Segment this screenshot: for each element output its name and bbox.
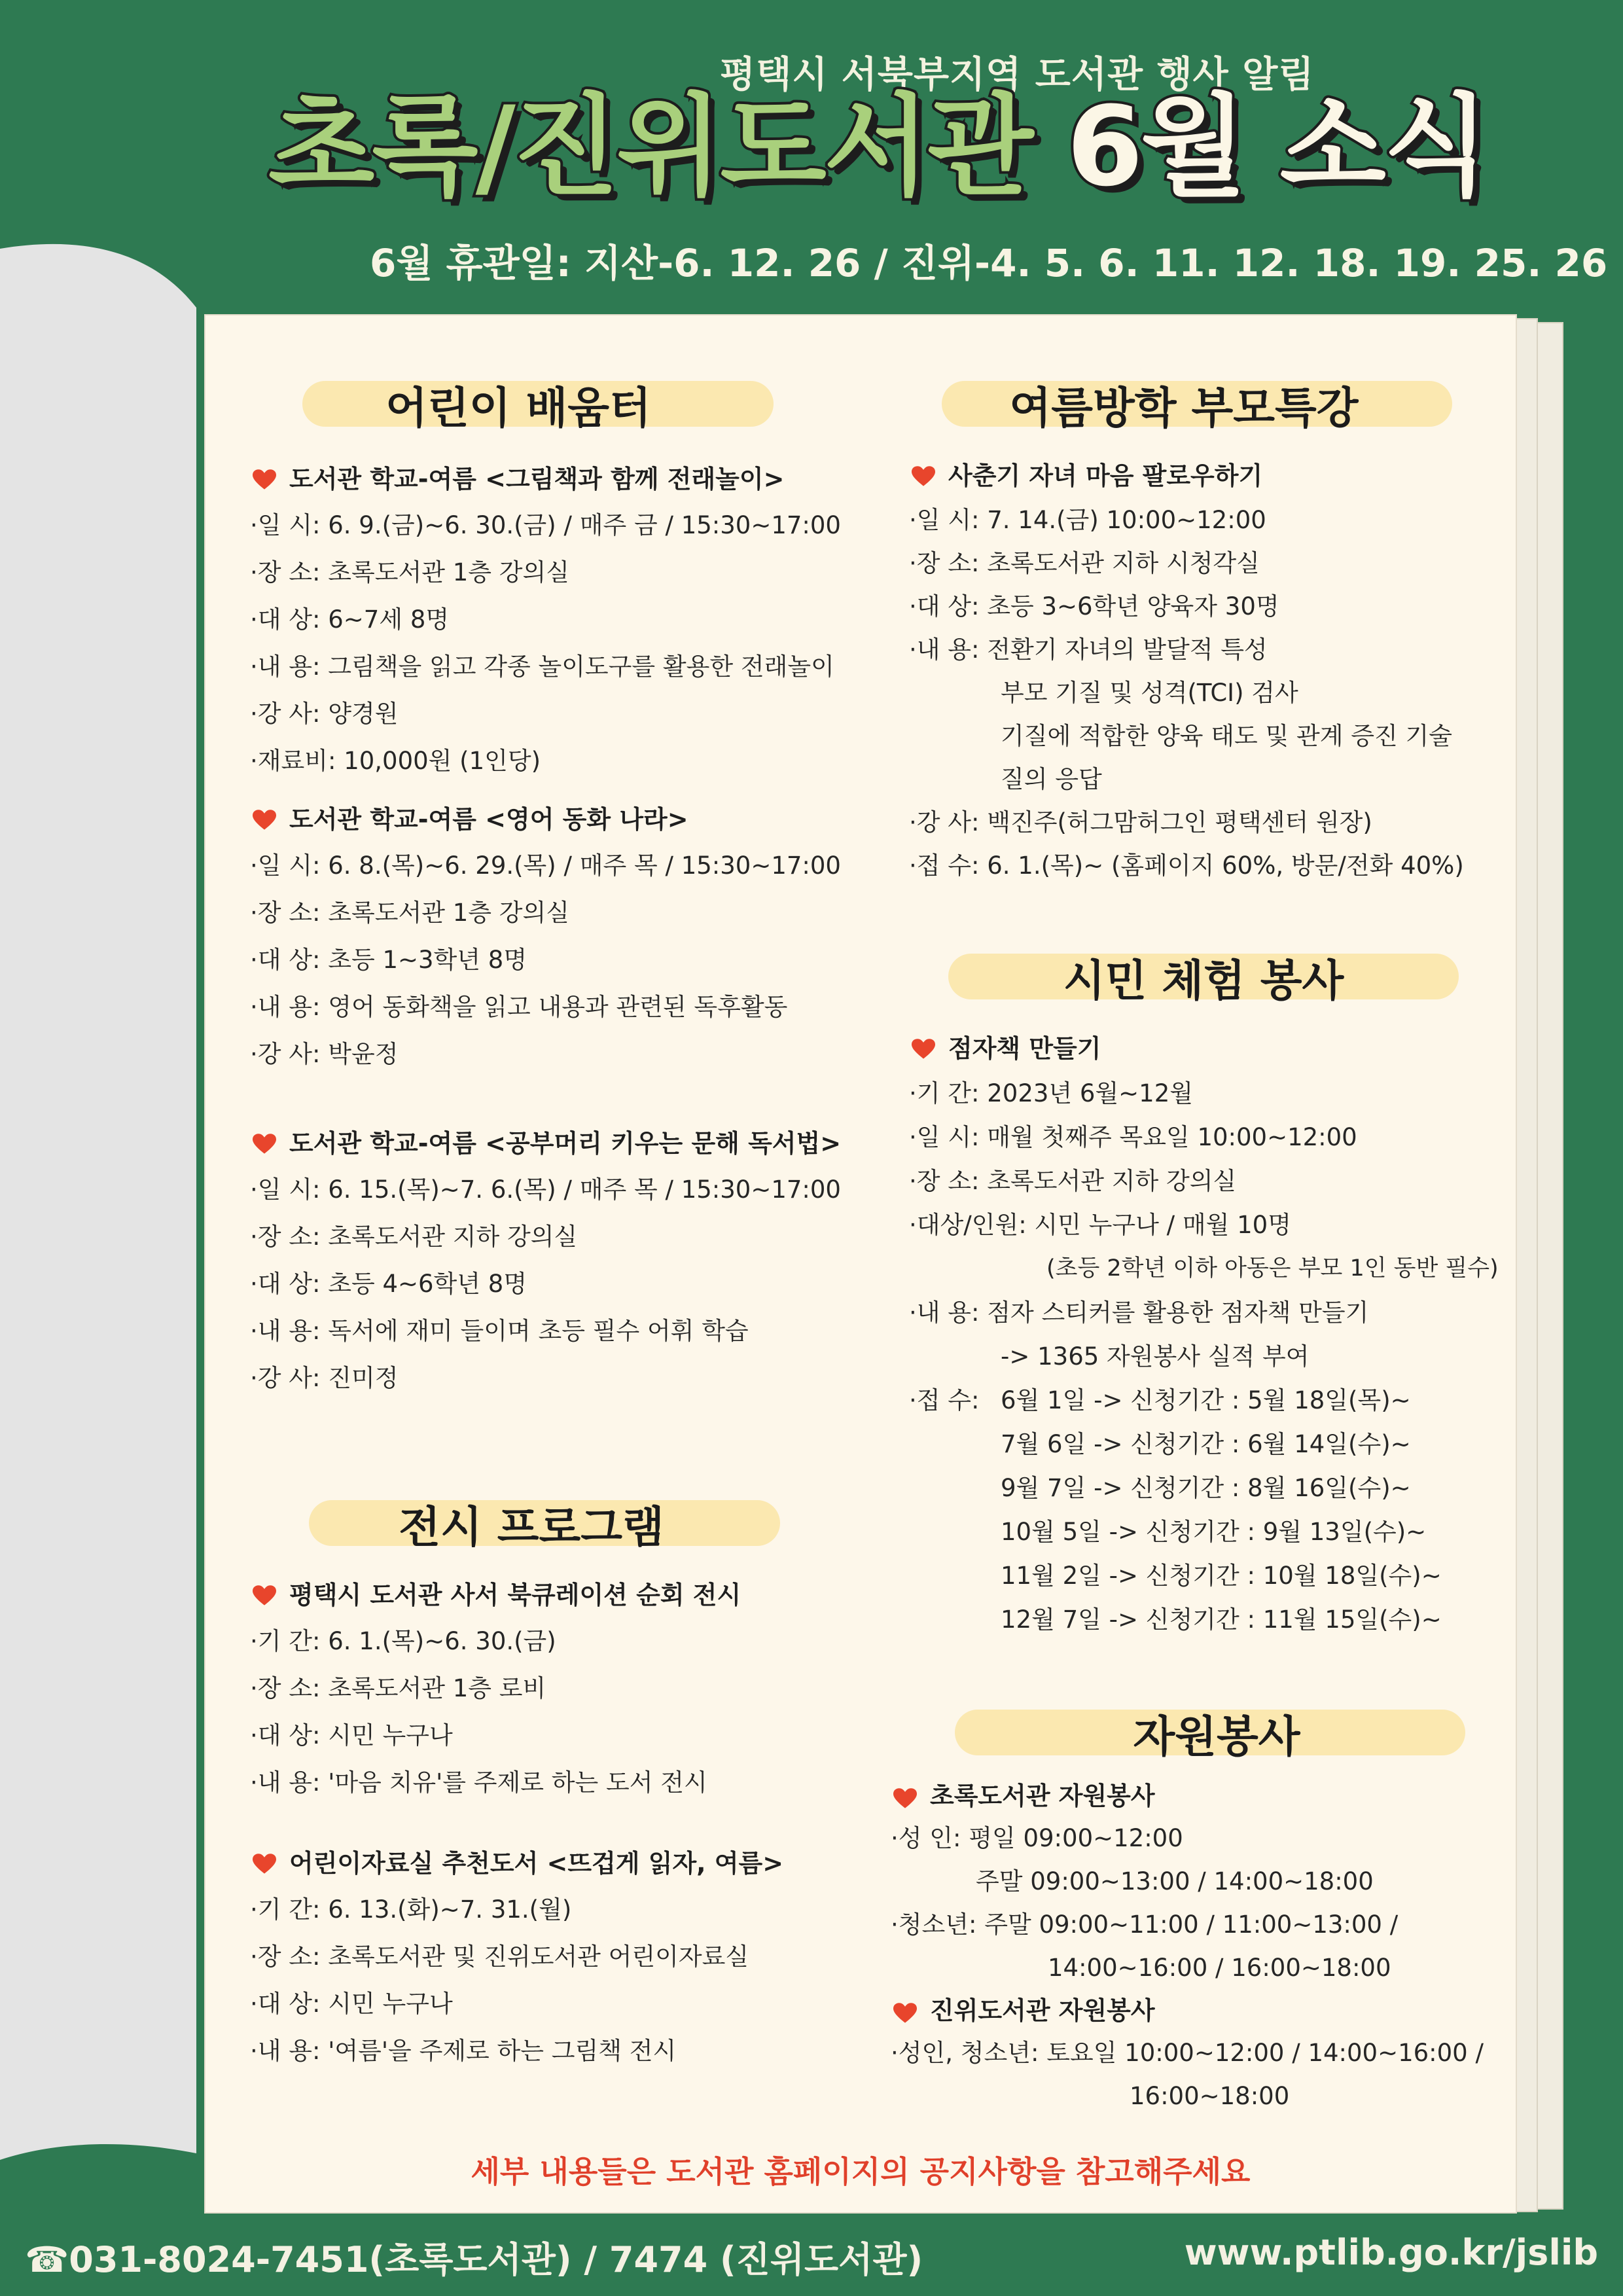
content-note: -> 1365 자원봉사 실적 부여 [1001,1342,1310,1371]
detail-line: ·내 용: '마음 치유'를 주제로 하는 도서 전시 [250,1768,707,1797]
section-volunteer [909,1683,1511,1768]
detail-line: ·성 인: 평일 09:00~12:00 [891,1824,1183,1852]
apply-block [909,1378,1499,1641]
detail-line: ·대 상: 초등 1~3학년 8명 [250,946,527,974]
footer-url[interactable]: www.ptlib.go.kr/jslib [1184,2232,1598,2273]
detail-line: ·성인, 청소년: 토요일 10:00~12:00 / 14:00~16:00 / [891,2039,1484,2067]
program-title [891,1990,1484,2032]
detail-line: ·장 소: 초록도서관 지하 강의실 [909,1167,1237,1195]
target-note: (초등 2학년 이하 아동은 부모 1인 동반 필수) [1046,1255,1499,1282]
detail-line: ·대상/인원: 시민 누구나 / 매월 10명 [909,1211,1291,1239]
section-children [250,355,878,440]
program-title-text: 초록도서관 자원봉사 [930,1782,1155,1810]
detail-line: ·일 시: 6. 15.(목)~7. 6.(목) / 매주 목 / 15:30~17:00 [250,1175,841,1204]
program-item [250,1121,841,1402]
program-title-text: 평택시 도서관 사서 북큐레이션 순회 전시 [289,1581,741,1609]
heart-icon [893,1788,917,1809]
program-item [250,1840,783,2075]
apply-label: ·접 수: [909,1386,980,1414]
detail-line: ·대 상: 초등 4~6학년 8명 [250,1270,527,1298]
detail-line: ·접 수: 6. 1.(목)~ (홈페이지 60%, 방문/전화 40%) [909,852,1464,880]
apply-line: 6월 1일 -> 신청기간 : 5월 18일(목)~ [1001,1386,1411,1414]
detail-line: ·내 용: 영어 동화책을 읽고 내용과 관련된 독후활동 [250,993,788,1021]
detail-line: ·장 소: 초록도서관 1층 강의실 [250,899,569,927]
program-title-text: 사춘기 자녀 마음 팔로우하기 [948,461,1263,490]
detail-line: ·장 소: 초록도서관 및 진위도서관 어린이자료실 [250,1943,749,1971]
detail-line-continued: 주말 09:00~13:00 / 14:00~18:00 [976,1867,1374,1895]
header [0,0,1623,308]
section-title: 자원봉사 [1133,1712,1300,1762]
section-title: 시민 체험 봉사 [1063,956,1344,1006]
section-parents [909,355,1511,440]
program-title [250,1121,841,1166]
program-title-text: 진위도서관 자원봉사 [930,1996,1155,2025]
heart-icon [912,466,935,487]
detail-line: ·장 소: 초록도서관 지하 강의실 [250,1223,578,1251]
apply-line: 9월 7일 -> 신청기간 : 8월 16일(수)~ [1001,1474,1411,1502]
detail-line: ·강 사: 진미정 [250,1364,399,1392]
program-title [891,1775,1484,1817]
program-title [909,1026,1499,1071]
detail-line: ·내 용: 점자 스티커를 활용한 점자책 만들기 [909,1299,1369,1327]
program-item [891,1775,1484,2118]
detail-line: ·일 시: 6. 9.(금)~6. 30.(금) / 매주 금 / 15:30~17:00 [250,511,841,539]
detail-line: ·장 소: 초록도서관 1층 로비 [250,1674,546,1702]
section-volunteer-experience [909,927,1511,1013]
program-title-text: 도서관 학교-여름 <공부머리 키우는 문해 독서법> [289,1129,842,1158]
section-title: 어린이 배움터 [385,383,651,433]
detail-line: ·강 사: 백진주(허그맘허그인 평택센터 원장) [909,808,1372,836]
footer-phone: ☎031-8024-7451(초록도서관) / 7474 (진위도서관) [25,2239,923,2280]
detail-line: ·기 간: 6. 13.(화)~7. 31.(월) [250,1895,572,1924]
program-item [250,797,841,1078]
program-title-text: 점자책 만들기 [948,1034,1101,1063]
detail-line: ·일 시: 6. 8.(목)~6. 29.(목) / 매주 목 / 15:30~17:00 [250,852,841,880]
program-title [250,1572,741,1618]
detail-line: ·대 상: 시민 누구나 [250,1990,453,2018]
program-item [909,453,1464,888]
program-title-text: 도서관 학교-여름 <영어 동화 나라> [289,805,688,834]
pre-title: 평택시 서북부지역 도서관 행사 알림 [720,54,1315,96]
section-title: 여름방학 부모특강 [1009,383,1359,433]
detail-line-continued: 14:00~16:00 / 16:00~18:00 [1048,1954,1391,1982]
detail-line: ·대 상: 6~7세 8명 [250,605,450,634]
detail-line: ·기 간: 6. 1.(목)~6. 30.(금) [250,1627,556,1655]
heart-icon [253,810,276,831]
program-title-text: 도서관 학교-여름 <그림책과 함께 전래놀이> [289,465,785,493]
detail-line-continued: 질의 응답 [1001,765,1102,793]
apply-line: 7월 6일 -> 신청기간 : 6월 14일(수)~ [1001,1430,1411,1458]
program-title [250,1840,783,1886]
program-item [250,1572,741,1806]
program-item [909,1026,1499,1641]
page-title [268,82,1544,211]
detail-line: ·강 사: 박윤정 [250,1040,399,1068]
section-title: 전시 프로그램 [399,1502,664,1552]
heart-icon [893,2003,917,2024]
program-title-text: 어린이자료실 추천도서 <뜨겁게 읽자, 여름> [289,1849,784,1878]
detail-line: ·대 상: 초등 3~6학년 양육자 30명 [909,592,1279,620]
detail-line: ·내 용: 독서에 재미 들이며 초등 필수 어휘 학습 [250,1317,749,1345]
program-title [250,456,841,502]
heart-icon [253,1134,276,1155]
detail-line-continued: 기질에 적합한 양육 태도 및 관계 증진 기술 [1001,722,1452,750]
section-exhibit [250,1474,878,1559]
detail-line: ·기 간: 2023년 6월~12월 [909,1079,1194,1107]
detail-line-continued: 16:00~18:00 [1130,2082,1290,2110]
detail-line: ·내 용: 그림책을 읽고 각종 놀이도구를 활용한 전래놀이 [250,653,834,681]
detail-line: ·강 사: 양경원 [250,700,399,728]
program-item [250,456,841,785]
heart-icon [253,1854,276,1874]
program-title [250,797,841,842]
detail-line: ·대 상: 시민 누구나 [250,1721,453,1749]
paper-sheet [204,314,1517,2214]
detail-line-continued: 부모 기질 및 성격(TCI) 검사 [1001,679,1298,707]
detail-line: ·내 용: '여름'을 주제로 하는 그림책 전시 [250,2037,677,2065]
apply-line: 12월 7일 -> 신청기간 : 11월 15일(수)~ [1001,1605,1442,1634]
heart-icon [253,1585,276,1606]
heart-icon [912,1039,935,1060]
apply-line: 10월 5일 -> 신청기간 : 9월 13일(수)~ [1001,1518,1427,1546]
closed-days: 6월 휴관일: 지산-6. 12. 26 / 진위-4. 5. 6. 11. 12. 18. 19. 25. 26 [370,241,1608,285]
detail-line: ·일 시: 7. 14.(금) 10:00~12:00 [909,506,1266,534]
apply-line: 11월 2일 -> 신청기간 : 10월 18일(수)~ [1001,1562,1442,1590]
detail-line: ·재료비: 10,000원 (1인당) [250,747,541,775]
program-title [909,453,1464,499]
title-part-month: 6월 소식 [1066,82,1488,211]
title-part-libraries: 초록/진위도서관 [268,82,1067,211]
notice-text: 세부 내용들은 도서관 홈페이지의 공지사항을 참고해주세요 [471,2154,1251,2189]
detail-line: ·내 용: 전환기 자녀의 발달적 특성 [909,636,1268,664]
detail-line: ·장 소: 초록도서관 지하 시청각실 [909,549,1260,577]
detail-line: ·청소년: 주말 09:00~11:00 / 11:00~13:00 / [891,1910,1399,1939]
detail-line: ·장 소: 초록도서관 1층 강의실 [250,558,569,586]
detail-line: ·일 시: 매월 첫째주 목요일 10:00~12:00 [909,1123,1357,1151]
heart-icon [253,469,276,490]
